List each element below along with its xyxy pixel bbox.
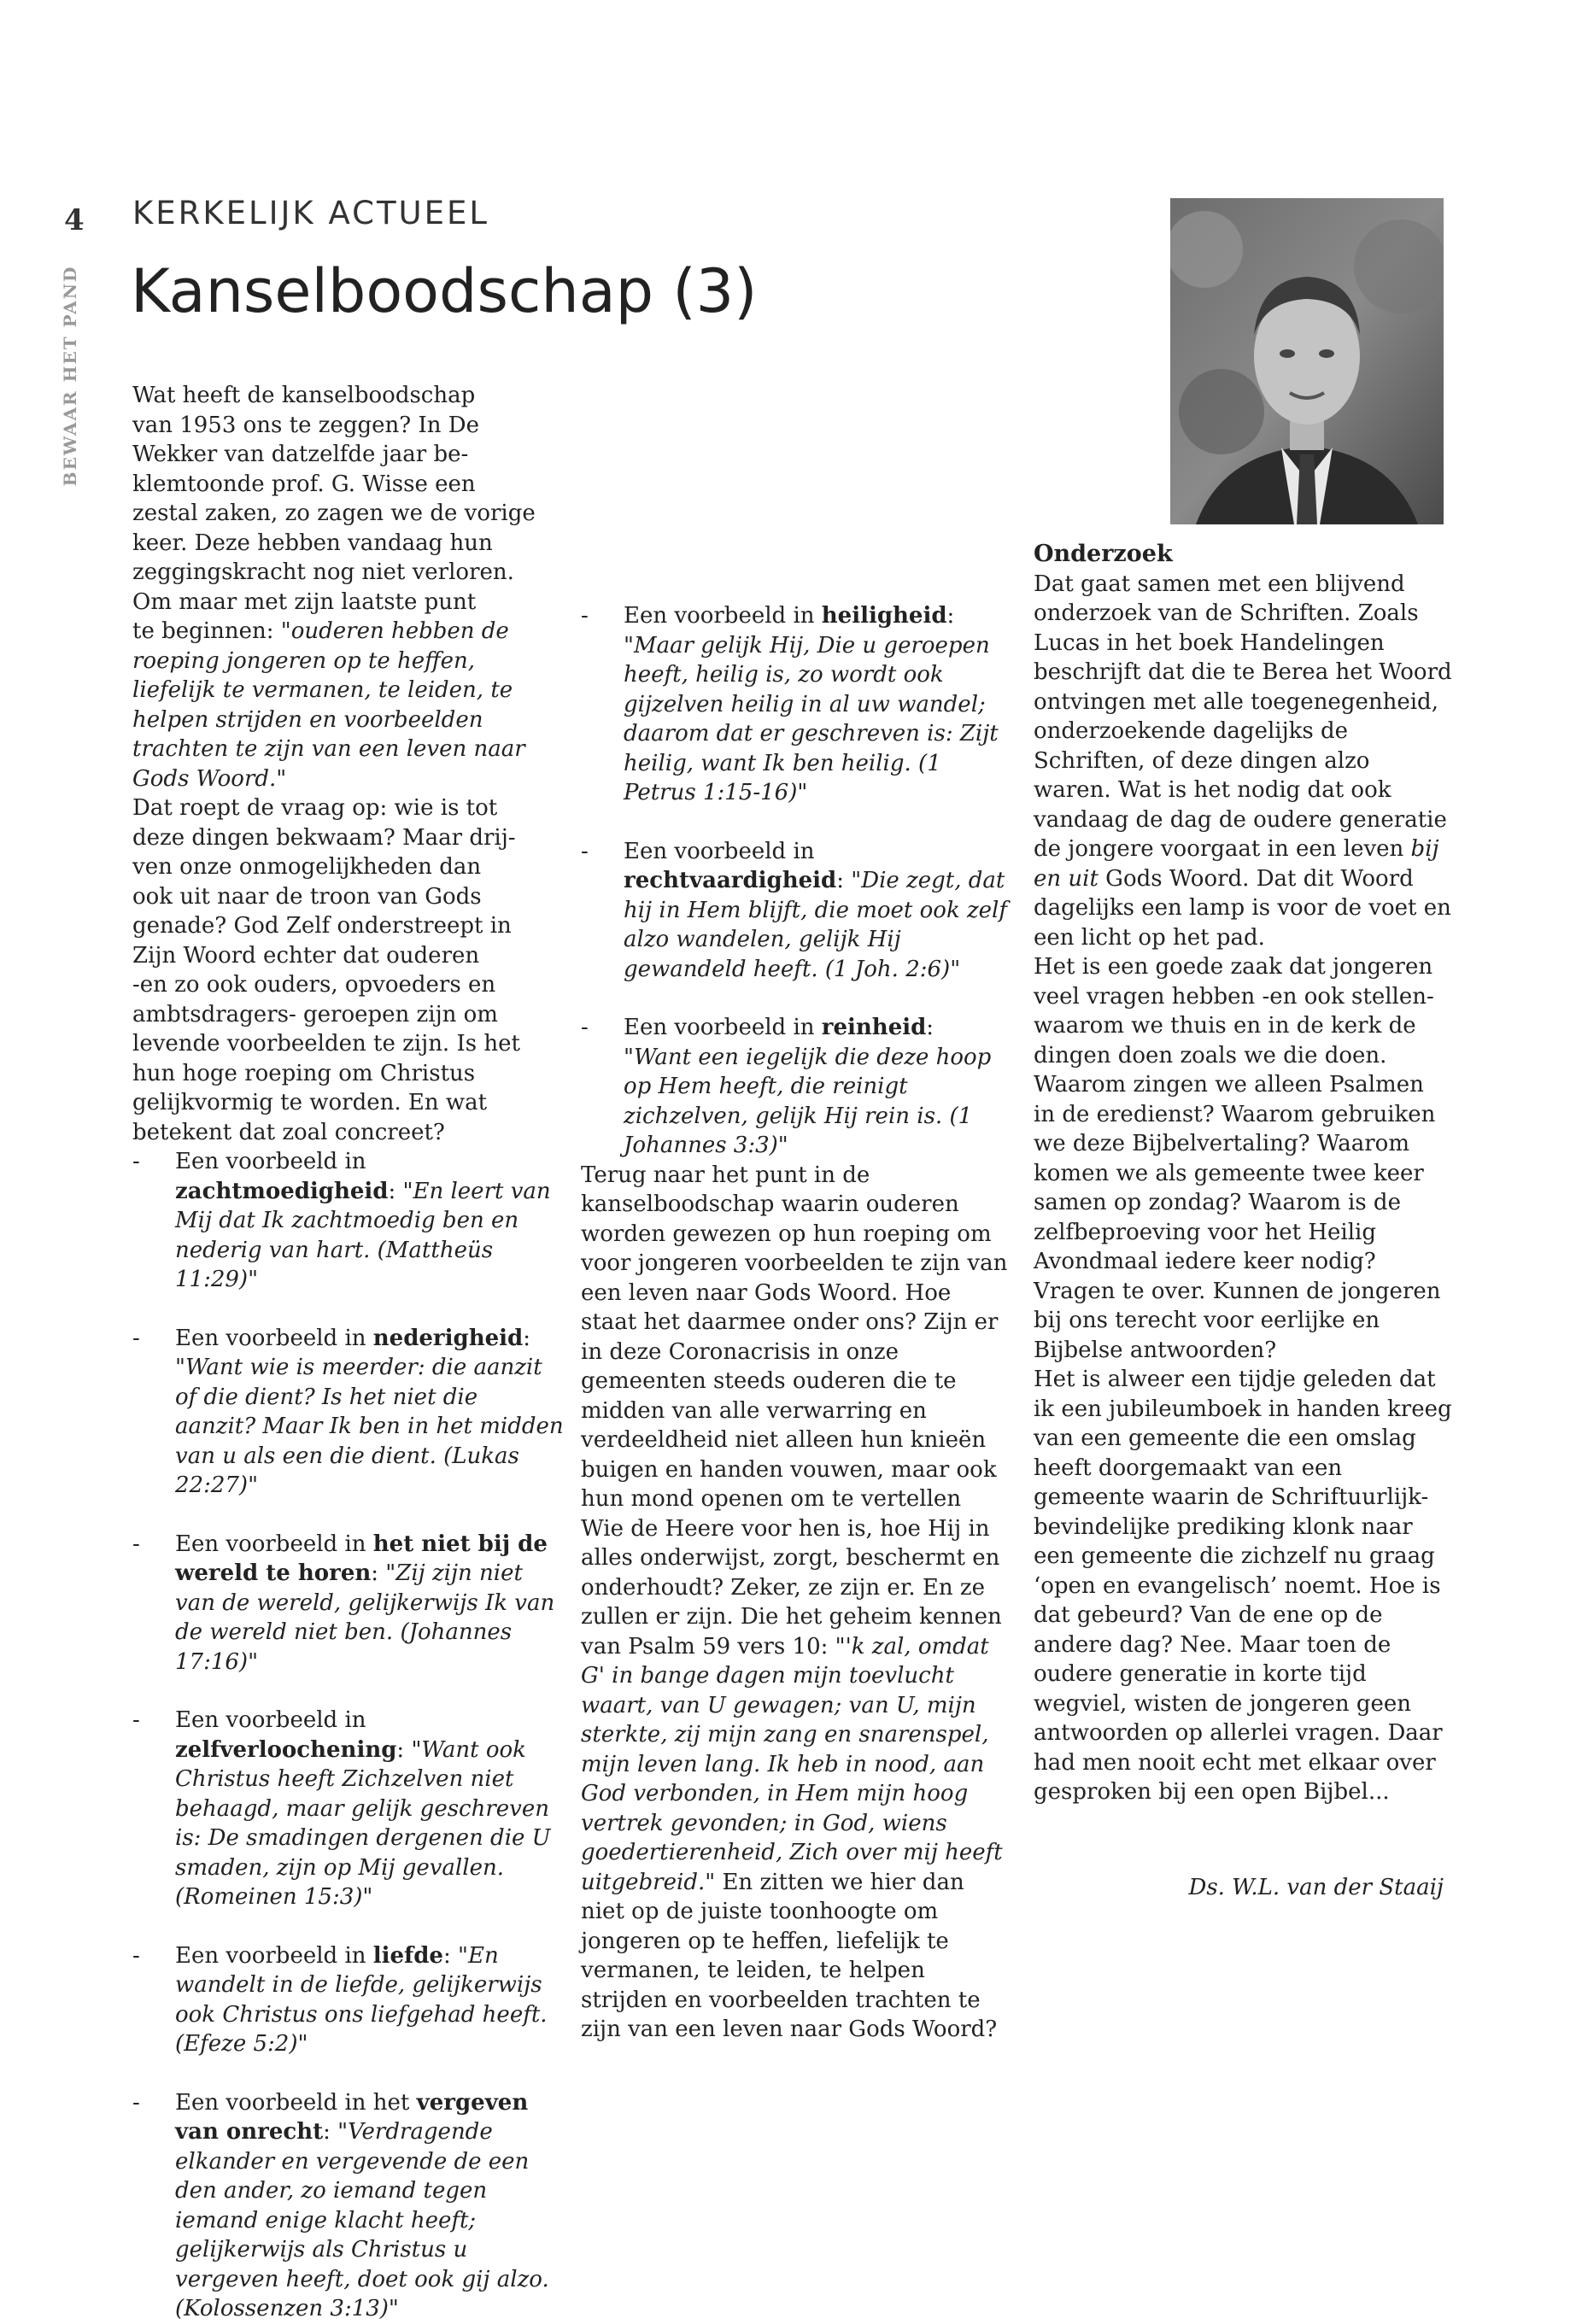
item-lead: Een voorbeeld in — [175, 1942, 373, 1969]
item-virtue: heiligheid — [821, 603, 947, 629]
item-lead: Een voorbeeld in — [175, 1531, 373, 1557]
list-dash: - — [132, 1325, 140, 1351]
text-line: Wat heeft de kanselboodschap — [132, 383, 476, 408]
list-item: - Een voorbeeld in het niet bij de wereld te horen: "Zij zijn niet van de wereld, gelijkerwijs Ik van de wereld niet ben. (Johannes 17:16)" — [132, 1530, 564, 1677]
item-quote: "Want wie is meerder: die aanzit of die dient? Is het niet die aanzit? Maar Ik ben in het midden van u als een die dient. (Lukas 22:27)" — [175, 1355, 564, 1498]
text-line: betekent dat zoal concreet? — [132, 1119, 445, 1145]
column-2 — [581, 381, 1008, 2045]
list-dash: - — [132, 1149, 140, 1174]
section-heading: Onderzoek — [1034, 541, 1173, 567]
list-item: - Een voorbeeld in liefde: "En wandelt in de liefde, gelijkerwijs ook Christus ons liefgehad heeft. (Efeze 5:2)" — [132, 1941, 564, 2059]
list-item: - Een voorbeeld in rechtvaardigheid: "Die zegt, dat hij in Hem blijft, die moet ook zelf alzo wandelen, gelijk Hij gewandeld heeft. (1 Joh. 2:6)" — [581, 837, 1008, 985]
list-dash: - — [132, 1707, 140, 1733]
author-photo — [1170, 198, 1444, 524]
text-line: hun hoge roeping om Christus — [132, 1060, 476, 1086]
page-number: 4 — [64, 203, 85, 237]
text-line: deze dingen bekwaam? Maar drij- — [132, 824, 516, 851]
body-paragraph: Het is een goede zaak dat jongeren veel vragen hebben -en ook stellen- waarom we thuis en in de kerk de dingen doen zoals we die doen. Waarom zingen we alleen Psalmen in de eredienst? Waarom gebruiken we deze Bijbelvertaling? Waarom komen we als gemeente twee keer samen op zondag? Waarom is de zelfbeproeving voor het Heilig Avondmaal iedere keer nodig? Vragen te over. Kunnen de jongeren bij ons terecht voor eerlijke en Bijbelse antwoorden? — [1034, 954, 1441, 1363]
list-item: - Een voorbeeld in zelfverloochening: "Want ook Christus heeft Zichzelven niet behaagd, maar gelijk geschreven is: De smadingen dergenen die U smaden, zijn op Mij gevallen. (Romeinen 15:3)" — [132, 1706, 564, 1912]
text-line: Zijn Woord echter dat ouderen — [132, 942, 480, 969]
item-quote: "En wandelt in de liefde, gelijkerwijs ook Christus ons liefgehad heeft. (Efeze 5:2)" — [175, 1942, 548, 2057]
paragraph-text-end: En zitten we hier dan niet op de juiste toonhoogte om jongeren op te heffen, liefelijk te vermanen, te leiden, te helpen strijden en voorbeelden trachten te zijn van een leven naar Gods Woord? — [581, 1869, 998, 2042]
continued-quote-space — [581, 381, 1008, 572]
paragraph-text-end: Gods Woord. Dat dit Woord dagelijks een lamp is voor de voet en een licht op het pad. — [1034, 865, 1451, 951]
column-3 — [1034, 540, 1452, 1807]
article-title: Kanselboodschap (3) — [131, 256, 758, 326]
list-dash: - — [581, 1015, 589, 1040]
item-quote: "Want een iegelijk die deze hoop op Hem heeft, die reinigt zichzelven, gelijk Hij rein is. (1 Johannes 3:3)" — [624, 1044, 992, 1158]
text-line: ven onze onmogelijkheden dan — [132, 854, 482, 880]
item-quote: "En leert van Mij dat Ik zachtmoedig ben en nederig van hart. (Mattheüs 11:29)" — [175, 1178, 551, 1292]
item-quote: "Maar gelijk Hij, Die u geroepen heeft, heilig is, zo wordt ook gijzelven heilig in al uw wandel; daarom dat er geschreven is: Zijt heilig, want Ik ben heilig. (1 Petrus 1:15-16)" — [624, 632, 999, 805]
intro-quote: "ouderen hebben de roeping jongeren op te heffen, liefelijk te vermanen, te leiden, te helpen strijden en voorbeelden trachten te zijn van een leven naar Gods Woord." — [132, 618, 525, 792]
text-line: te beginnen: — [132, 618, 281, 644]
item-quote: "Want ook Christus heeft Zichzelven niet behaagd, maar gelijk geschreven is: De smadingen dergenen die U smaden, zijn op Mij gevallen. (Romeinen 15:3)" — [175, 1736, 551, 1910]
emphasis-text: bij en uit — [1034, 836, 1439, 892]
side-label-text: BEWAAR HET PAND — [60, 265, 80, 487]
text-line: ook uit naar de troon van Gods — [132, 883, 482, 910]
paragraph-text: Dat gaat samen met een blijvend onderzoek van de Schriften. Zoals Lucas in het boek Handelingen beschrijft dat die te Berea het Woord ontvingen met alle toegenegenheid, onderzoekende dagelijks de Schriften, of deze dingen alzo waren. Wat is het nodig dat ook vandaag de dag de oudere generatie de jongere voorgaat in een leven — [1034, 571, 1452, 862]
text-line: Wekker van datzelfde jaar be- — [132, 442, 469, 467]
portrait-photo-icon — [1170, 198, 1444, 524]
section-label: KERKELIJK ACTUEEL — [132, 195, 490, 231]
item-lead: Een voorbeeld in — [175, 1325, 373, 1351]
intro-quote-para — [132, 617, 564, 793]
list-dash: - — [581, 838, 589, 864]
question-paragraph — [132, 793, 564, 1147]
body-paragraph — [1034, 570, 1452, 953]
item-lead: Een voorbeeld in het — [175, 2089, 417, 2116]
text-line: keer. Deze hebben vandaag hun — [132, 530, 493, 556]
body-paragraph — [581, 1161, 1008, 2045]
item-virtue: het niet bij de wereld te horen — [175, 1531, 548, 1586]
list-item: - Een voorbeeld in nederigheid: "Want wie is meerder: die aanzit of die dient? Is het niet die aanzit? Maar Ik ben in het midden van u als een die dient. (Lukas 22:27)" — [132, 1324, 564, 1501]
text-line: Om maar met zijn laatste punt — [132, 588, 477, 615]
list-item: - Een voorbeeld in het vergeven van onrecht: "Verdragende elkander en vergevende de een den ander, zo iemand tegen iemand enige klacht heeft; gelijkerwijs als Christus u vergeven heeft, doet ook gij alzo. (Kolossenzen 3:13)" — [132, 2088, 564, 2324]
text-line: -en zo ook ouders, opvoeders en — [132, 972, 496, 998]
item-lead: Een voorbeeld in — [175, 1707, 366, 1733]
text-line: klemtoonde prof. G. Wisse een — [132, 471, 476, 497]
text-line: van 1953 ons te zeggen? In De — [132, 412, 479, 438]
item-virtue: rechtvaardigheid — [624, 868, 837, 893]
list-item: - Een voorbeeld in zachtmoedigheid: "En leert van Mij dat Ik zachtmoedig ben en nederig van hart. (Mattheüs 11:29)" — [132, 1147, 564, 1295]
text-line: genade? God Zelf onderstreept in — [132, 913, 512, 939]
body-paragraph: Het is alweer een tijdje geleden dat ik een jubileumboek in handen kreeg van een gemeente die een omslag heeft doorgemaakt van een gemeente waarin de Schriftuurlijk-bevindelijke prediking klonk naar een gemeente die zichzelf nu graag ‘open en evangelisch’ noemt. Hoe is dat gebeurd? Van de ene op de andere dag? Nee. Maar toen de oudere generatie in korte tijd wegviel, wisten de jongeren geen antwoorden op allerlei vragen. Daar had men nooit echt met elkaar over gesproken bij een open Bijbel... — [1034, 1367, 1452, 1805]
list-dash: - — [132, 1942, 140, 1969]
item-lead: Een voorbeeld in — [175, 1149, 366, 1174]
item-virtue: vergeven van onrecht — [175, 2089, 529, 2145]
item-lead: Een voorbeeld in — [624, 1015, 822, 1040]
text-line: Dat roept de vraag op: wie is tot — [132, 795, 498, 821]
item-virtue: reinheid — [821, 1015, 927, 1040]
paragraph-text: Terug naar het punt in de kanselboodschap waarin ouderen worden gewezen op hun roeping om voor jongeren voorbeelden te zijn van een leven naar Gods Woord. Hoe staat het daarmee onder ons? Zijn er in deze Coronacrisis in onze gemeenten steeds ouderen die te midden van alle verwarring en verdeeldheid niet alleen hun knieën buigen en handen vouwen, maar ook hun mond openen om te vertellen Wie de Heere voor hen is, hoe Hij in alles onderwijst, zorgt, beschermt en onderhoudt? Zeker, ze zijn er. En ze zullen er zijn. Die het geheim kennen van Psalm 59 vers 10: — [581, 1162, 1008, 1660]
text-line: zestal zaken, zo zagen we de vorige — [132, 501, 536, 526]
item-lead: Een voorbeeld in — [624, 838, 815, 864]
text-line: ambtsdragers- geroepen zijn om — [132, 1001, 498, 1027]
item-quote: "Verdragende elkander en vergevende de een den ander, zo iemand tegen iemand enige klacht heeft; gelijkerwijs als Christus u vergeven heeft, doet ook gij alzo. (Kolossenzen 3:13)" — [175, 2119, 549, 2321]
item-quote: "Zij zijn niet van de wereld, gelijkerwijs Ik van de wereld niet ben. (Johannes 17:16)" — [175, 1560, 555, 1675]
item-virtue: zachtmoedigheid — [175, 1178, 389, 1204]
side-label — [53, 256, 87, 495]
column-1 — [132, 381, 564, 2324]
item-virtue: nederigheid — [372, 1325, 524, 1351]
intro-paragraph — [132, 381, 564, 793]
list-dash: - — [132, 1531, 140, 1557]
list-dash: - — [132, 2089, 140, 2116]
list-dash: - — [581, 603, 589, 629]
item-quote: "Die zegt, dat hij in Hem blijft, die moet ook zelf alzo wandelen, gelijk Hij gewandeld heeft. (1 Joh. 2:6)" — [624, 868, 1007, 982]
psalm-quote: "'k zal, omdat G' in bange dagen mijn toevlucht waart, van U gewagen; van U, mijn sterkte, zij mijn zang en snarenspel, mijn leven lang. Ik heb in nood, aan God verbonden, in Hem mijn hoog vertrek gevonden; in God, wiens goedertierenheid, Zich over mij heeft uitgebreid." — [581, 1633, 1003, 1895]
author-signature: Ds. W.L. van der Staaij — [1188, 1875, 1444, 1900]
list-item: - Een voorbeeld in heiligheid: "Maar gelijk Hij, Die u geroepen heeft, heilig is, zo wordt ook gijzelven heilig in al uw wandel; daarom dat er geschreven is: Zijt heilig, want Ik ben heilig. (1 Petrus 1:15-16)" — [581, 601, 1008, 808]
item-lead: Een voorbeeld in — [624, 603, 822, 629]
item-virtue: liefde — [372, 1942, 443, 1969]
item-virtue: zelfverloochening — [175, 1736, 397, 1763]
text-line: zeggingskracht nog niet verloren. — [132, 559, 514, 585]
text-line: gelijkvormig te worden. En wat — [132, 1090, 488, 1115]
text-line: levende voorbeelden te zijn. Is het — [132, 1031, 520, 1057]
list-item: - Een voorbeeld in reinheid: "Want een iegelijk die deze hoop op Hem heeft, die reinigt zichzelven, gelijk Hij rein is. (1 Johannes 3:3)" — [581, 1013, 1008, 1161]
